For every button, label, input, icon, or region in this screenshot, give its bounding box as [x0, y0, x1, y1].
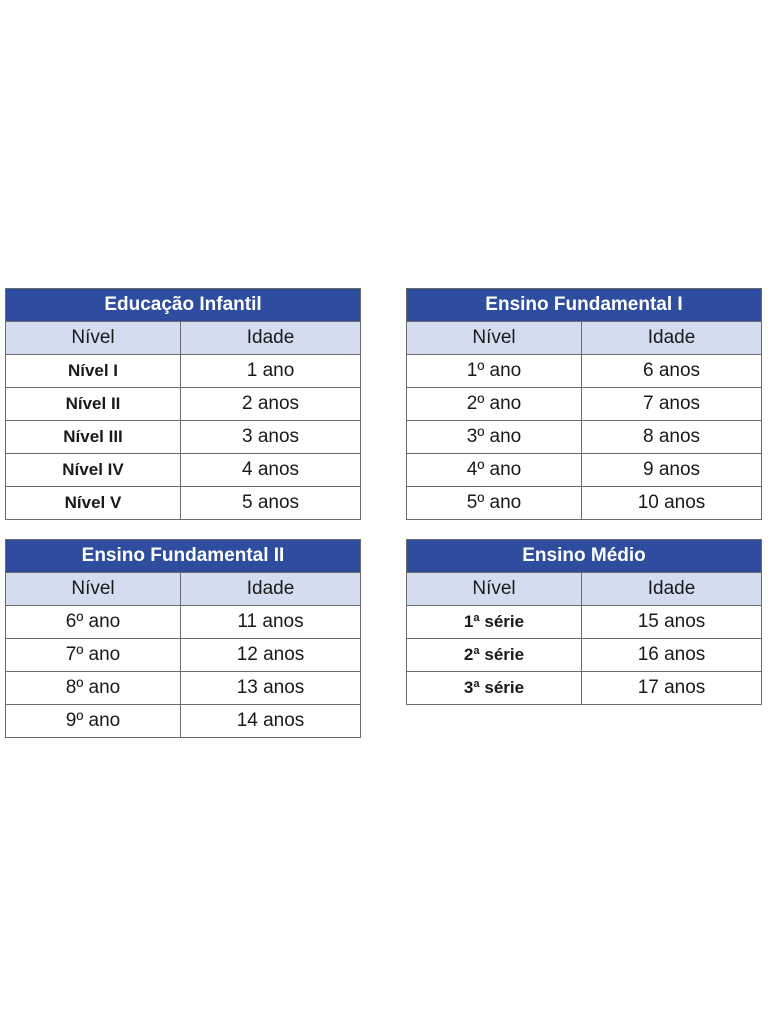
column-header-nivel: Nível: [6, 322, 181, 355]
cell-nivel: 2ª série: [407, 639, 582, 672]
cell-idade: 17 anos: [582, 672, 762, 705]
cell-nivel: 4º ano: [407, 454, 582, 487]
cell-idade: 10 anos: [582, 487, 762, 520]
table-educacao-infantil: [5, 288, 361, 520]
table-row: [407, 606, 762, 639]
cell-nivel: 8º ano: [6, 672, 181, 705]
cell-idade: 8 anos: [582, 421, 762, 454]
table-row: [6, 421, 361, 454]
table-header-row: [6, 573, 361, 606]
table-row: [407, 355, 762, 388]
cell-idade: 14 anos: [181, 705, 361, 738]
cell-idade: 2 anos: [181, 388, 361, 421]
table-ensino-fundamental-1: [406, 288, 762, 520]
table-ensino-fundamental-2: [5, 539, 361, 738]
table-header-row: [6, 322, 361, 355]
column-header-idade: Idade: [582, 573, 762, 606]
cell-nivel: 6º ano: [6, 606, 181, 639]
table-title: Educação Infantil: [6, 289, 361, 322]
cell-nivel: 1º ano: [407, 355, 582, 388]
table-row: [407, 454, 762, 487]
table-row: [6, 639, 361, 672]
cell-idade: 1 ano: [181, 355, 361, 388]
table-row: [6, 705, 361, 738]
cell-nivel: 7º ano: [6, 639, 181, 672]
table-row: [6, 355, 361, 388]
cell-nivel: Nível II: [6, 388, 181, 421]
table-row: [407, 487, 762, 520]
cell-nivel: 2º ano: [407, 388, 582, 421]
column-header-idade: Idade: [181, 573, 361, 606]
table-title: Ensino Fundamental I: [407, 289, 762, 322]
cell-idade: 9 anos: [582, 454, 762, 487]
column-header-idade: Idade: [582, 322, 762, 355]
table-row: [407, 639, 762, 672]
table-title-row: [407, 289, 762, 322]
table-row: [6, 672, 361, 705]
cell-nivel: 5º ano: [407, 487, 582, 520]
cell-idade: 7 anos: [582, 388, 762, 421]
column-header-nivel: Nível: [6, 573, 181, 606]
cell-nivel: Nível III: [6, 421, 181, 454]
column-header-nivel: Nível: [407, 322, 582, 355]
cell-nivel: 1ª série: [407, 606, 582, 639]
cell-idade: 12 anos: [181, 639, 361, 672]
table-row: [6, 454, 361, 487]
cell-idade: 15 anos: [582, 606, 762, 639]
column-header-idade: Idade: [181, 322, 361, 355]
table-header-row: [407, 573, 762, 606]
cell-nivel: 3º ano: [407, 421, 582, 454]
cell-nivel: Nível I: [6, 355, 181, 388]
table-title-row: [407, 540, 762, 573]
table-ensino-medio: [406, 539, 762, 705]
cell-nivel: Nível V: [6, 487, 181, 520]
cell-idade: 16 anos: [582, 639, 762, 672]
cell-idade: 6 anos: [582, 355, 762, 388]
cell-idade: 5 anos: [181, 487, 361, 520]
cell-idade: 11 anos: [181, 606, 361, 639]
table-title: Ensino Fundamental II: [6, 540, 361, 573]
table-row: [407, 672, 762, 705]
cell-idade: 4 anos: [181, 454, 361, 487]
table-row: [6, 388, 361, 421]
table-title-row: [6, 540, 361, 573]
cell-idade: 3 anos: [181, 421, 361, 454]
table-title-row: [6, 289, 361, 322]
table-row: [6, 487, 361, 520]
cell-idade: 13 anos: [181, 672, 361, 705]
cell-nivel: 3ª série: [407, 672, 582, 705]
table-row: [6, 606, 361, 639]
table-title: Ensino Médio: [407, 540, 762, 573]
cell-nivel: 9º ano: [6, 705, 181, 738]
table-row: [407, 421, 762, 454]
table-row: [407, 388, 762, 421]
table-header-row: [407, 322, 762, 355]
column-header-nivel: Nível: [407, 573, 582, 606]
cell-nivel: Nível IV: [6, 454, 181, 487]
